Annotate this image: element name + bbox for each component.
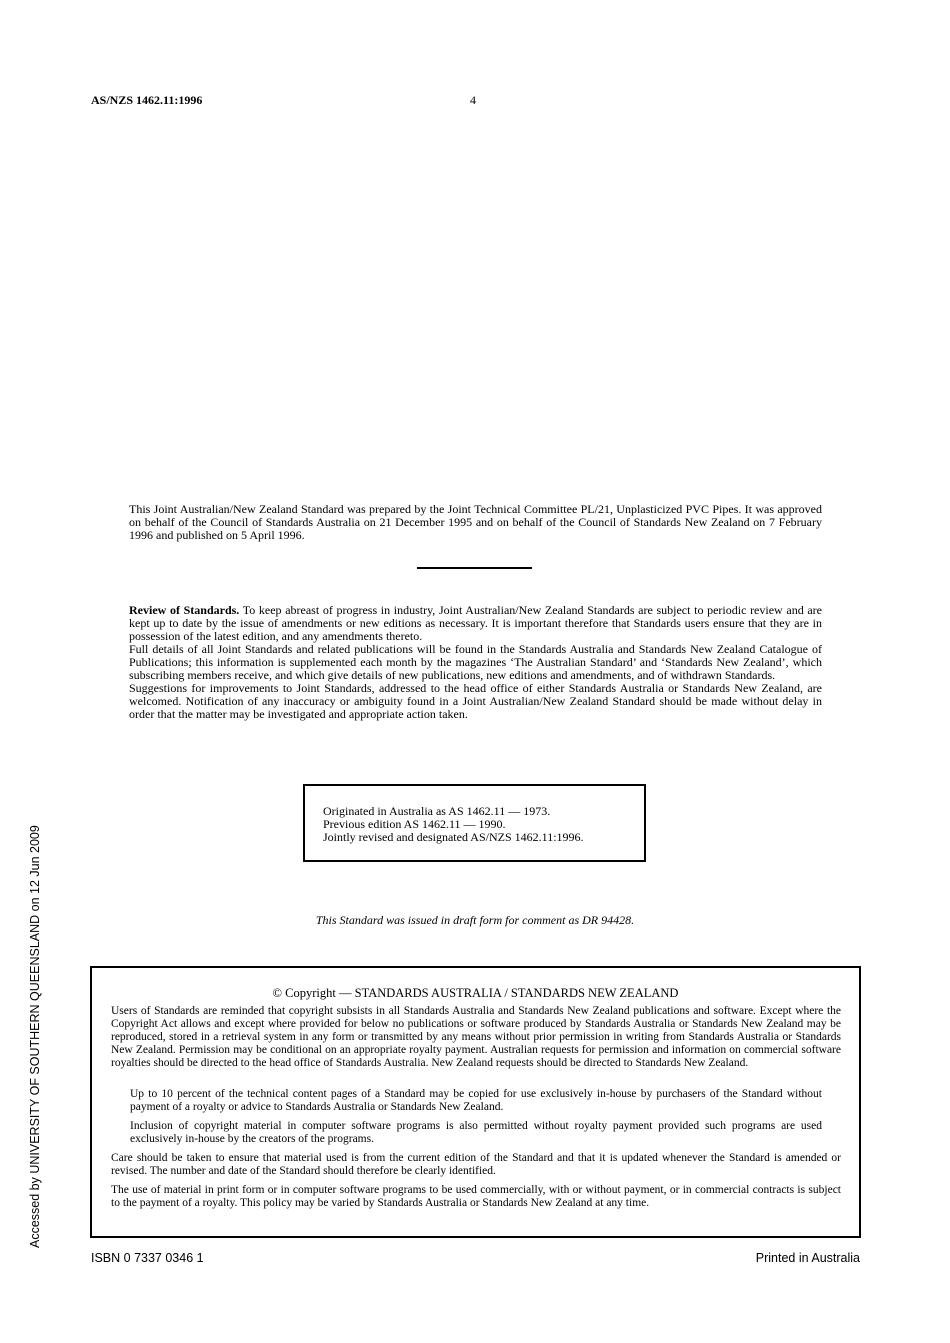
review-heading: Review of Standards. [129,603,240,617]
isbn: ISBN 0 7337 0346 1 [91,1251,204,1265]
printed-location: Printed in Australia [755,1251,860,1265]
copyright-para-3: Inclusion of copyright material in computer software programs is also permitted without royalty payment provided such programs are used exclusively in-house by the creators of the programs. [130,1120,822,1145]
copyright-para-1: Users of Standards are reminded that copyright subsists in all Standards Australia and Standards New Zealand publications and software. Except where the Copyright Act allows and except where provided for below no publications or software produced by Standards Australia or Standards New Zealand may be reproduced, stored in a retrieval system in any form or transmitted by any means without prior permission in writing from Standards Australia or Standards New Zealand. Permission may be conditional on an appropriate royalty payment. Australian requests for permission and information on commercial software royalties should be directed to the head office of Standards Australia. New Zealand requests should be directed to Standards New Zealand. [111,1005,841,1069]
review-para-3: Suggestions for improvements to Joint Standards, addressed to the head office of either Standards Australia or Standards New Zealand, are welcomed. Notification of any inaccuracy or ambiguity found in a Joint Australian/New Zealand Standard should be made without delay in order that the matter may be investigated and appropriate action taken. [129,681,822,721]
origin-history [323,805,584,844]
page-number: 4 [470,93,476,107]
origin-line-1: Originated in Australia as AS 1462.11 — 1973. [323,804,551,818]
divider-rule [417,567,532,569]
access-watermark: Accessed by UNIVERSITY OF SOUTHERN QUEENSLAND on 12 Jun 2009 [28,825,42,1248]
draft-note: This Standard was issued in draft form for comment as DR 94428. [315,913,635,927]
origin-line-3: Jointly revised and designated AS/NZS 1462.11:1996. [323,830,584,844]
copyright-para-2: Up to 10 percent of the technical content pages of a Standard may be copied for use exclusively in-house by purchasers of the Standard without payment of a royalty or advice to Standards Australia or Standards New Zealand. [130,1088,822,1113]
origin-line-2: Previous edition AS 1462.11 — 1990. [323,817,506,831]
preparation-statement: This Joint Australian/New Zealand Standard was prepared by the Joint Technical Committee PL/21, Unplasticized PVC Pipes. It was approved on behalf of the Council of Standards Australia on 21 December 1995 and on behalf of the Council of Standards New Zealand on 7 February 1996 and published on 5 April 1996. [129,502,822,542]
copyright-title: © Copyright — STANDARDS AUSTRALIA / STANDARDS NEW ZEALAND [272,986,679,1000]
copyright-para-5: The use of material in print form or in computer software programs to be used commercially, with or without payment, or in commercial contracts is subject to the payment of a royalty. This policy may be varied by Standards Australia or Standards New Zealand at any time. [111,1184,841,1209]
review-of-standards [129,604,822,721]
review-para-1-text: To keep abreast of progress in industry, Joint Australian/New Zealand Standards are subject to periodic review and are kept up to date by the issue of amendments or new editions as necessary. It is important therefore that Standards users ensure that they are in possession of the latest edition, and any amendments thereto. [129,603,822,643]
copyright-para-4: Care should be taken to ensure that material used is from the current edition of the Standard and that it is updated whenever the Standard is amended or revised. The number and date of the Standard should therefore be clearly identified. [111,1152,841,1177]
review-para-2: Full details of all Joint Standards and related publications will be found in the Standards Australia and Standards New Zealand Catalogue of Publications; this information is supplemented each month by the magazines ‘The Australian Standard’ and ‘Standards New Zealand’, which subscribing members receive, and which give details of new publications, new editions and amendments, and of withdrawn Standards. [129,642,822,682]
standard-code: AS/NZS 1462.11:1996 [91,93,203,107]
review-para-1 [129,604,822,643]
